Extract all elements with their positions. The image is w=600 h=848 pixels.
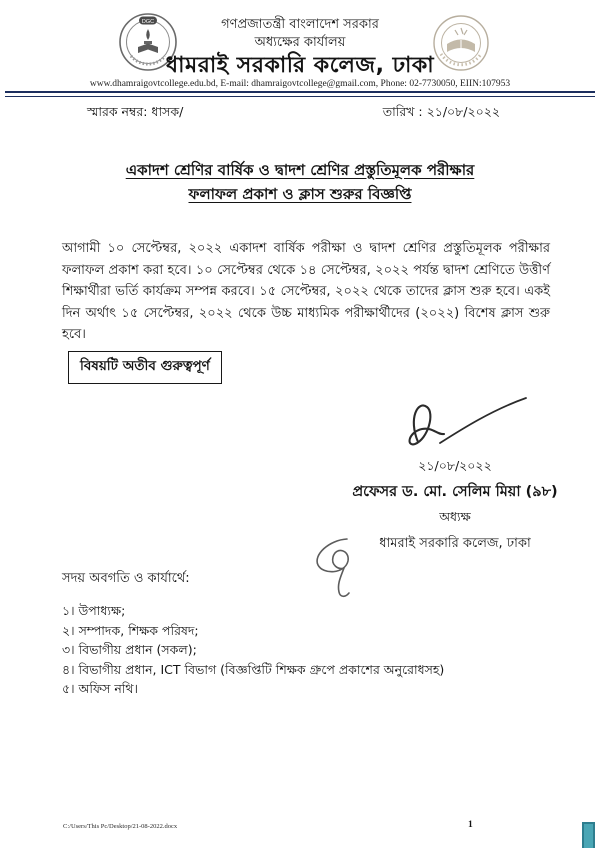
header-divider: [5, 91, 595, 97]
notice-title-line1: একাদশ শ্রেণির বার্ষিক ও দ্বাদশ শ্রেণির প্রস্তুতিমূলক পরীক্ষার: [125, 161, 475, 179]
notice-title-line2: ফলাফল প্রকাশ ও ক্লাস শুরুর বিজ্ঞপ্তি: [188, 185, 412, 203]
distribution-item: ৫। অফিস নথি।: [62, 681, 138, 696]
contact-line: www.dhamraigovtcollege.edu.bd, E-mail: dhamraigovtcollege@gmail.com, Phone: 02-7730050, EIIN:107953: [89, 79, 511, 89]
distribution-item: ৪। বিভাগীয় প্রধান, ICT বিভাগ (বিজ্ঞপ্তিটি শিক্ষক গ্রুপে প্রকাশের অনুরোধসহ): [62, 661, 445, 677]
distribution-heading: সদয় অবগতি ও কার্যার্থে:: [62, 571, 190, 586]
distribution-item: ২। সম্পাদক, শিক্ষক পরিষদ;: [62, 622, 199, 638]
page-number: 1: [468, 820, 473, 830]
meta-row: [87, 104, 500, 124]
svg-text:DGC: DGC: [141, 18, 155, 25]
issue-date: তারিখ : ২১/০৮/২০২২: [382, 104, 500, 119]
signature-date: ২১/০৮/২০২২: [418, 458, 492, 473]
principal-name: প্রফেসর ড. মো. সেলিম মিয়া (৯৮): [352, 484, 558, 500]
footer-file-path: C:/Users/This Pc/Desktop/21-08-2022.docx: [63, 823, 178, 830]
distribution-list: [62, 601, 444, 699]
principal-designation: অধ্যক্ষ: [439, 509, 471, 524]
signature-organization: ধামরাই সরকারি কলেজ, ঢাকা: [379, 536, 531, 551]
important-note-box: বিষয়টি অতীব গুরুত্বপূর্ণ: [68, 351, 222, 384]
government-line: গণপ্রজাতন্ত্রী বাংলাদেশ সরকার: [221, 17, 379, 32]
office-line: অধ্যক্ষের কার্যালয়: [254, 35, 346, 50]
notice-body: আগামী ১০ সেপ্টেম্বর, ২০২২ একাদশ বার্ষিক পরীক্ষা ও দ্বাদশ শ্রেণির প্রস্তুতিমূলক পরীক্ষার ফলাফল প্রকাশ করা হবে। ১০ সেপ্টেম্বর থেকে ১৪ সেপ্টেম্বর, ২০২২ পর্যন্ত দ্বাদশ শ্রেণিতে উত্তীর্ণ শিক্ষার্থীরা ভর্তি কার্যক্রম সম্পন্ন করবে। ১৫ সেপ্টেম্বর, ২০২২ থেকে তাদের ক্লাস শুরু হবে। একই দিন অর্থাৎ ১৫ সেপ্টেম্বর, ২০২২ থেকে উচ্চ মাধ্যমিক পরীক্ষার্থীদের (২০২২) বিশেষ ক্লাস শুরু হবে।: [62, 241, 550, 342]
distribution-item: ১। উপাধ্যক্ষ;: [62, 603, 126, 618]
principal-signature-icon: [380, 392, 530, 456]
college-name: ধামরাই সরকারি কলেজ, ঢাকা: [165, 53, 435, 78]
letterhead: [120, 16, 480, 79]
signature-block: [345, 392, 565, 555]
distribution-item: ৩। বিভাগীয় প্রধান (সকল);: [62, 642, 197, 657]
teal-corner-marker: [582, 822, 595, 848]
memo-number: স্মারক নম্বর: ধাসক/: [87, 104, 184, 119]
notice-title: [0, 158, 600, 206]
initial-paraph-mark: [307, 531, 359, 605]
paraph-scribble-icon: [307, 531, 359, 601]
